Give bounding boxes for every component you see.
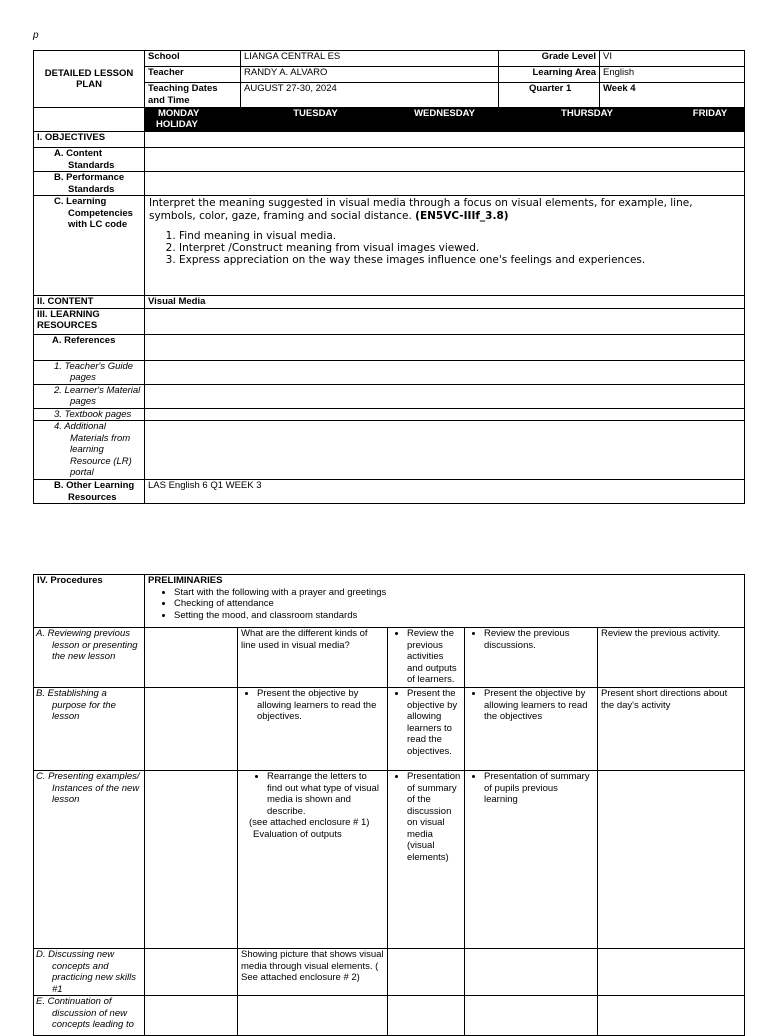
procedure-c-wednesday (388, 771, 465, 949)
teacher-label: Teacher (145, 67, 241, 83)
procedure-b-thursday-text: • Present the objective by allowing learners to read the objectives (484, 688, 594, 723)
day-monday (145, 108, 241, 132)
performance-standards-value (145, 172, 745, 196)
teachers-guide-value (145, 360, 745, 384)
procedure-a-wednesday-text: • Review the previous activities and outputs of learners. (407, 628, 461, 686)
procedure-e-wednesday (388, 996, 465, 1036)
preliminaries-list (148, 587, 741, 622)
procedure-b-friday: Present short directions about the day's activity (598, 688, 745, 771)
procedure-c-thursday-text: • Presentation of summary of pupils previous learning (484, 771, 594, 806)
procedure-d-label: D. Discussing new concepts and practicing new skills #1 (34, 949, 145, 996)
procedure-a-thursday (465, 628, 598, 688)
procedure-a-label: A. Reviewing previous lesson or presenting the new lesson (34, 628, 145, 688)
objective-item: 1. Find meaning in visual media. (179, 230, 740, 242)
performance-standards-label: B. Performance Standards (34, 172, 145, 196)
learning-resources-value (145, 308, 745, 334)
objective-item: 3. Express appreciation on the way these images influence one's feelings and experiences. (179, 254, 740, 266)
additional-materials-label: 4. Additional Materials from learning Resource (LR) portal (34, 421, 145, 480)
content-heading: II. CONTENT (34, 296, 145, 309)
preliminaries-item: • Start with the following with a prayer and greetings (174, 587, 741, 599)
content-standards-label: A. Content Standards (34, 148, 145, 172)
preliminaries-cell (145, 575, 745, 628)
procedure-c-tuesday-note1: (see attached enclosure # 1) (249, 817, 370, 828)
procedure-b-wednesday-text: • Present the objective by allowing learners to read the objectives. (407, 688, 461, 757)
procedure-a-wednesday (388, 628, 465, 688)
procedure-c-monday (145, 771, 238, 949)
preliminaries-item: • Setting the mood, and classroom standards (174, 610, 741, 622)
content-value: Visual Media (145, 296, 745, 309)
procedure-c-tuesday (238, 771, 388, 949)
procedure-c-wednesday-text: • Presentation of summary of the discussion on visual media (visual elements) (407, 771, 461, 863)
procedure-d-wednesday (388, 949, 465, 996)
procedure-e-friday (598, 996, 745, 1036)
procedure-e-monday (145, 996, 238, 1036)
days-blank-cell (34, 108, 145, 132)
content-standards-value (145, 148, 745, 172)
procedure-b-thursday (465, 688, 598, 771)
procedure-e-thursday (465, 996, 598, 1036)
procedure-d-tuesday: Showing picture that shows visual media through visual elements. ( See attached enclosure # 2) (238, 949, 388, 996)
preliminaries-title: PRELIMINARIES (148, 575, 223, 586)
competencies-label: C. Learning Competencies with LC code (34, 196, 145, 296)
school-label: School (145, 51, 241, 67)
competencies-cell (145, 196, 745, 296)
day-friday: FRIDAY (676, 108, 745, 132)
procedure-d-thursday (465, 949, 598, 996)
procedure-d-friday (598, 949, 745, 996)
day-monday-note: HOLIDAY (156, 119, 198, 130)
learning-area-value: English (600, 67, 745, 83)
lesson-plan-header-table (33, 50, 745, 504)
week-value: Week 4 (600, 83, 745, 108)
procedure-c-label: C. Presenting examples/ Instances of the new lesson (34, 771, 145, 949)
procedure-b-tuesday (238, 688, 388, 771)
textbook-label: 3. Textbook pages (34, 408, 145, 421)
procedure-b-wednesday (388, 688, 465, 771)
learning-area-label: Learning Area (499, 67, 600, 83)
objective-item: 2. Interpret /Construct meaning from visual images viewed. (179, 242, 740, 254)
teaching-dates-label: Teaching Dates and Time (145, 83, 241, 108)
quarter-label: Quarter 1 (499, 83, 600, 108)
learners-material-value (145, 384, 745, 408)
procedure-d-monday (145, 949, 238, 996)
procedure-b-tuesday-text: • Present the objective by allowing learners to read the objectives. (257, 688, 384, 723)
procedure-e-label: E. Continuation of discussion of new concepts leading to (34, 996, 145, 1036)
learners-material-label: 2. Learner's Material pages (34, 384, 145, 408)
teaching-dates-value: AUGUST 27-30, 2024 (241, 83, 499, 108)
references-label: A. References (34, 334, 145, 360)
procedure-b-monday (145, 688, 238, 771)
procedure-c-thursday (465, 771, 598, 949)
references-value (145, 334, 745, 360)
textbook-value (145, 408, 745, 421)
procedure-c-tuesday-note2: Evaluation of outputs (253, 828, 342, 840)
procedure-c-friday (598, 771, 745, 949)
school-value: LIANGA CENTRAL ES (241, 51, 499, 67)
learning-resources-heading: III. LEARNING RESOURCES (34, 308, 145, 334)
procedures-table (33, 574, 745, 1036)
procedure-c-tuesday-text: • Rearrange the letters to find out what type of visual media is shown and describe. (267, 771, 384, 817)
competency-text: Interpret the meaning suggested in visual media through a focus on visual elements, for example, line, symbols, color, gaze, framing and social distance. (149, 197, 693, 222)
other-resources-label: B. Other Learning Resources (34, 480, 145, 504)
day-monday-label: MONDAY (158, 108, 200, 119)
grade-level-value: VI (600, 51, 745, 67)
procedure-a-friday: Review the previous activity. (598, 628, 745, 688)
day-tuesday: TUESDAY (241, 108, 391, 132)
day-thursday: THURSDAY (499, 108, 676, 132)
procedure-a-monday (145, 628, 238, 688)
objectives-value (145, 132, 745, 148)
additional-materials-value (145, 421, 745, 480)
objective-list (149, 230, 740, 266)
procedure-e-tuesday (238, 996, 388, 1036)
procedures-heading: IV. Procedures (34, 575, 145, 628)
other-resources-value: LAS English 6 Q1 WEEK 3 (145, 480, 745, 504)
grade-level-label: Grade Level (499, 51, 600, 67)
lesson-plan-title: DETAILED LESSON PLAN (34, 51, 145, 108)
procedure-a-thursday-text: • Review the previous discussions. (484, 628, 594, 651)
preliminaries-item: • Checking of attendance (174, 598, 741, 610)
competency-code: (EN5VC-IIIf_3.8) (415, 209, 509, 222)
teachers-guide-label: 1. Teacher's Guide pages (34, 360, 145, 384)
page-mark: p (33, 30, 39, 41)
procedure-b-label: B. Establishing a purpose for the lesson (34, 688, 145, 771)
day-wednesday: WEDNESDAY (391, 108, 499, 132)
objectives-heading: I. OBJECTIVES (34, 132, 145, 148)
procedure-a-tuesday: What are the different kinds of line used in visual media? (238, 628, 388, 688)
teacher-value: RANDY A. ALVARO (241, 67, 499, 83)
